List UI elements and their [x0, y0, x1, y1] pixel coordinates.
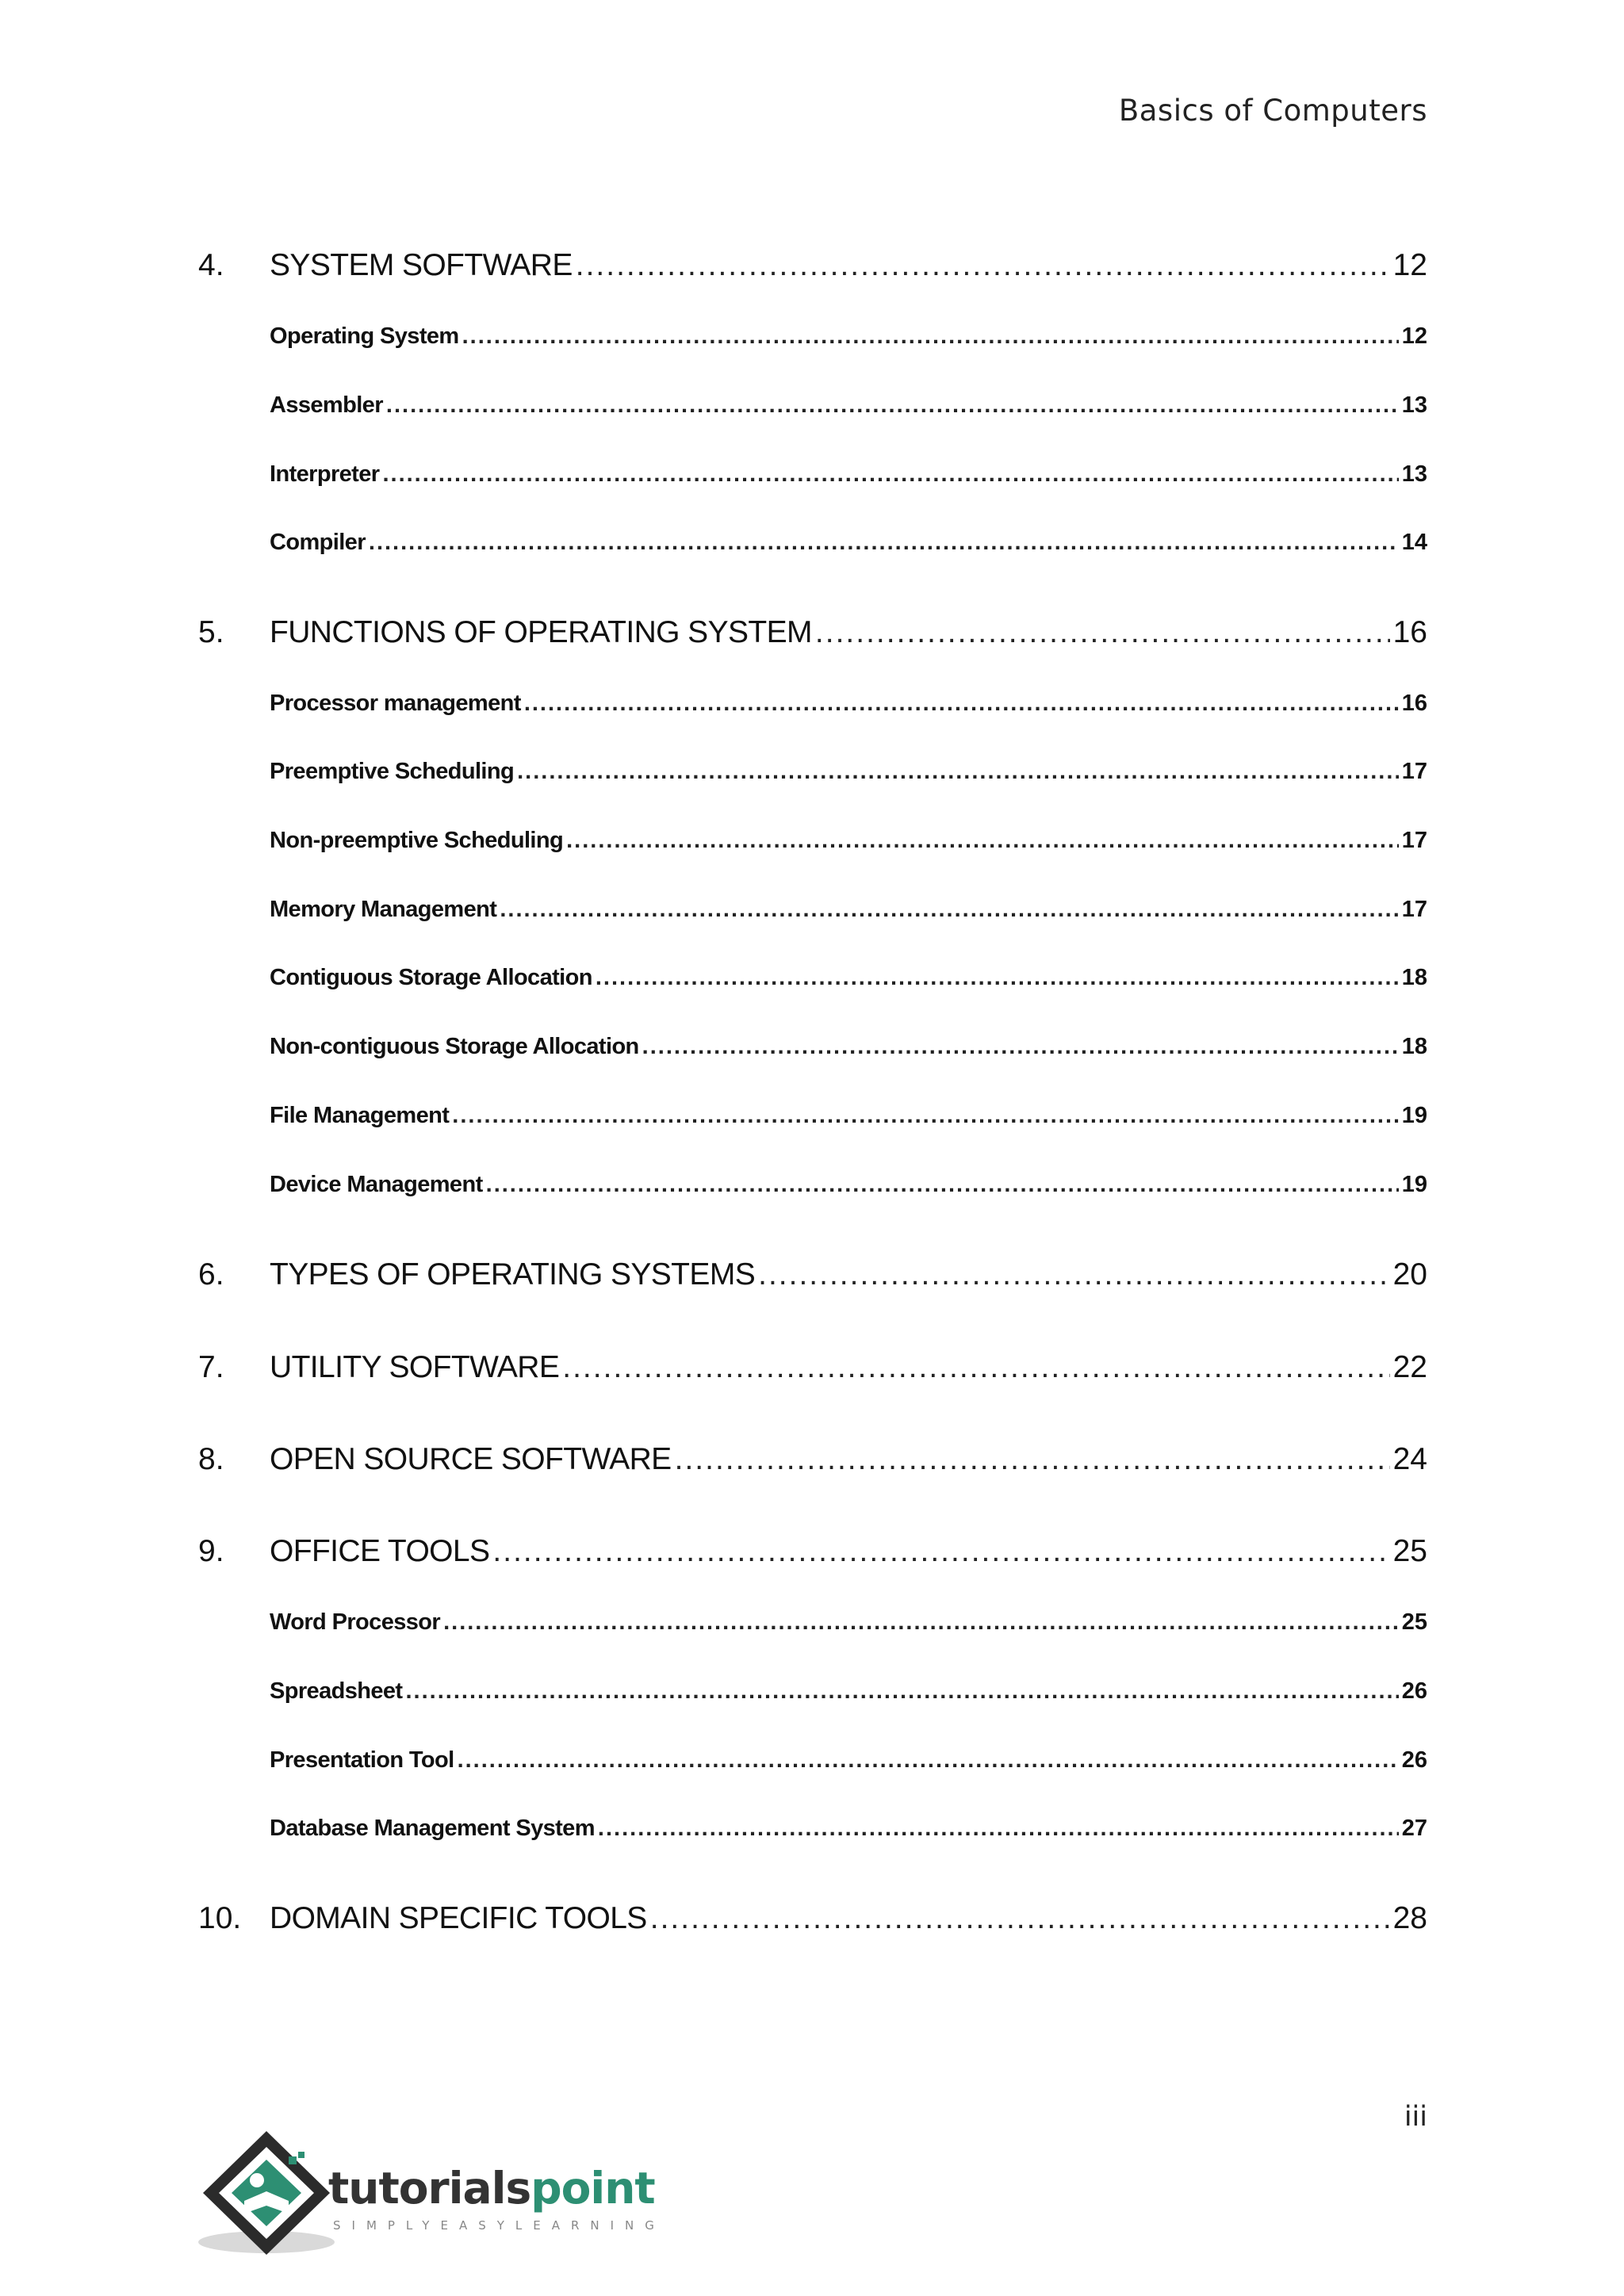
dot-leader: [815, 615, 1390, 650]
section-page-number: 14: [1401, 530, 1427, 555]
section-title: File Management: [270, 1103, 450, 1128]
toc-section-spreadsheet[interactable]: [270, 1678, 1427, 1710]
tutorialspoint-logo: [195, 2125, 665, 2260]
section-title: Compiler: [270, 530, 366, 555]
section-title: Device Management: [270, 1172, 483, 1197]
dot-leader: [462, 323, 1399, 350]
toc-section-interpreter[interactable]: [270, 461, 1427, 493]
section-page-number: 18: [1401, 965, 1427, 990]
chapter-number: 4.: [198, 248, 224, 282]
logo-emblem-icon: [195, 2125, 338, 2260]
dot-leader: [675, 1442, 1390, 1477]
dot-leader: [405, 1678, 1398, 1705]
section-page-number: 17: [1401, 897, 1427, 922]
toc-section-non-preemptive-scheduling[interactable]: [270, 828, 1427, 859]
section-page-number: 19: [1401, 1172, 1427, 1197]
toc-chapter-8[interactable]: [198, 1442, 1427, 1490]
toc-section-presentation-tool[interactable]: [270, 1747, 1427, 1779]
chapter-page-number: 22: [1392, 1350, 1427, 1384]
section-title: Spreadsheet: [270, 1678, 403, 1704]
toc-section-file-management[interactable]: [270, 1103, 1427, 1135]
dot-leader: [443, 1609, 1399, 1636]
chapter-page-number: 25: [1392, 1534, 1427, 1568]
chapter-number: 6.: [198, 1257, 224, 1292]
logo-word-point: point: [530, 2163, 655, 2214]
toc-section-processor-management[interactable]: [270, 691, 1427, 722]
section-title: Non-contiguous Storage Allocation: [270, 1034, 639, 1059]
toc-section-device-management[interactable]: [270, 1172, 1427, 1203]
toc-section-database-management-system[interactable]: [270, 1816, 1427, 1847]
chapter-number: 8.: [198, 1442, 224, 1476]
chapter-title: OPEN SOURCE SOFTWARE: [270, 1442, 672, 1476]
toc-section-operating-system[interactable]: [270, 323, 1427, 355]
logo-tagline: SIMPLYEASYLEARNING: [333, 2218, 665, 2233]
section-title: Processor management: [270, 691, 521, 716]
section-page-number: 12: [1401, 323, 1427, 349]
chapter-number: 5.: [198, 615, 224, 649]
logo-word-tutorials: tutorials: [328, 2163, 531, 2214]
toc-chapter-6[interactable]: [198, 1257, 1427, 1305]
running-header: Basics of Computers: [1118, 94, 1427, 128]
dot-leader: [386, 392, 1399, 419]
dot-leader: [562, 1350, 1389, 1385]
section-page-number: 25: [1401, 1609, 1427, 1635]
section-page-number: 17: [1401, 759, 1427, 784]
section-title: Non-preemptive Scheduling: [270, 828, 564, 853]
chapter-title: FUNCTIONS OF OPERATING SYSTEM: [270, 615, 812, 649]
toc-chapter-9[interactable]: [198, 1534, 1427, 1582]
dot-leader: [596, 965, 1399, 991]
chapter-page-number: 16: [1392, 615, 1427, 649]
section-title: Contiguous Storage Allocation: [270, 965, 592, 990]
chapter-title: SYSTEM SOFTWARE: [270, 248, 573, 282]
section-page-number: 19: [1401, 1103, 1427, 1128]
chapter-number: 10.: [198, 1901, 242, 1935]
dot-leader: [452, 1103, 1398, 1129]
chapter-number: 7.: [198, 1350, 224, 1384]
dot-leader: [369, 530, 1399, 556]
section-title: Operating System: [270, 323, 459, 349]
section-title: Preemptive Scheduling: [270, 759, 515, 784]
section-page-number: 13: [1401, 461, 1427, 487]
chapter-title: OFFICE TOOLS: [270, 1534, 490, 1568]
section-page-number: 26: [1401, 1678, 1427, 1704]
chapter-page-number: 24: [1392, 1442, 1427, 1476]
chapter-title: DOMAIN SPECIFIC TOOLS: [270, 1901, 647, 1935]
section-page-number: 17: [1401, 828, 1427, 853]
toc-section-compiler[interactable]: [270, 530, 1427, 561]
dot-leader: [500, 897, 1398, 923]
section-page-number: 13: [1401, 392, 1427, 418]
section-page-number: 26: [1401, 1747, 1427, 1773]
section-title: Interpreter: [270, 461, 380, 487]
section-page-number: 27: [1401, 1816, 1427, 1841]
dot-leader: [758, 1257, 1389, 1292]
section-title: Presentation Tool: [270, 1747, 454, 1773]
dot-leader: [650, 1901, 1390, 1936]
toc-section-memory-management[interactable]: [270, 897, 1427, 928]
toc-section-assembler[interactable]: [270, 392, 1427, 424]
section-title: Assembler: [270, 392, 383, 418]
toc-section-word-processor[interactable]: [270, 1609, 1427, 1641]
toc-chapter-4[interactable]: [198, 248, 1427, 296]
section-page-number: 18: [1401, 1034, 1427, 1059]
page-number: iii: [1404, 2101, 1427, 2133]
toc-section-contiguous-storage-allocation[interactable]: [270, 965, 1427, 997]
toc-chapter-5[interactable]: [198, 615, 1427, 663]
chapter-page-number: 28: [1392, 1901, 1427, 1935]
dot-leader: [486, 1172, 1399, 1198]
chapter-title: UTILITY SOFTWARE: [270, 1350, 560, 1384]
section-title: Memory Management: [270, 897, 497, 922]
toc-chapter-10[interactable]: [198, 1901, 1427, 1949]
dot-leader: [458, 1747, 1399, 1774]
section-title: Database Management System: [270, 1816, 595, 1841]
logo-wordmark: [328, 2163, 655, 2214]
toc-section-preemptive-scheduling[interactable]: [270, 759, 1427, 790]
toc-chapter-7[interactable]: [198, 1350, 1427, 1398]
dot-leader: [576, 248, 1390, 283]
chapter-page-number: 12: [1392, 248, 1427, 282]
dot-leader: [566, 828, 1399, 854]
dot-leader: [492, 1534, 1389, 1569]
dot-leader: [524, 691, 1399, 717]
section-title: Word Processor: [270, 1609, 441, 1635]
dot-leader: [642, 1034, 1399, 1060]
dot-leader: [598, 1816, 1399, 1842]
section-page-number: 16: [1401, 691, 1427, 716]
chapter-page-number: 20: [1392, 1257, 1427, 1292]
chapter-title: TYPES OF OPERATING SYSTEMS: [270, 1257, 756, 1292]
chapter-number: 9.: [198, 1534, 224, 1568]
dot-leader: [517, 759, 1399, 785]
dot-leader: [382, 461, 1398, 488]
toc-section-non-contiguous-storage-allocation[interactable]: [270, 1034, 1427, 1066]
